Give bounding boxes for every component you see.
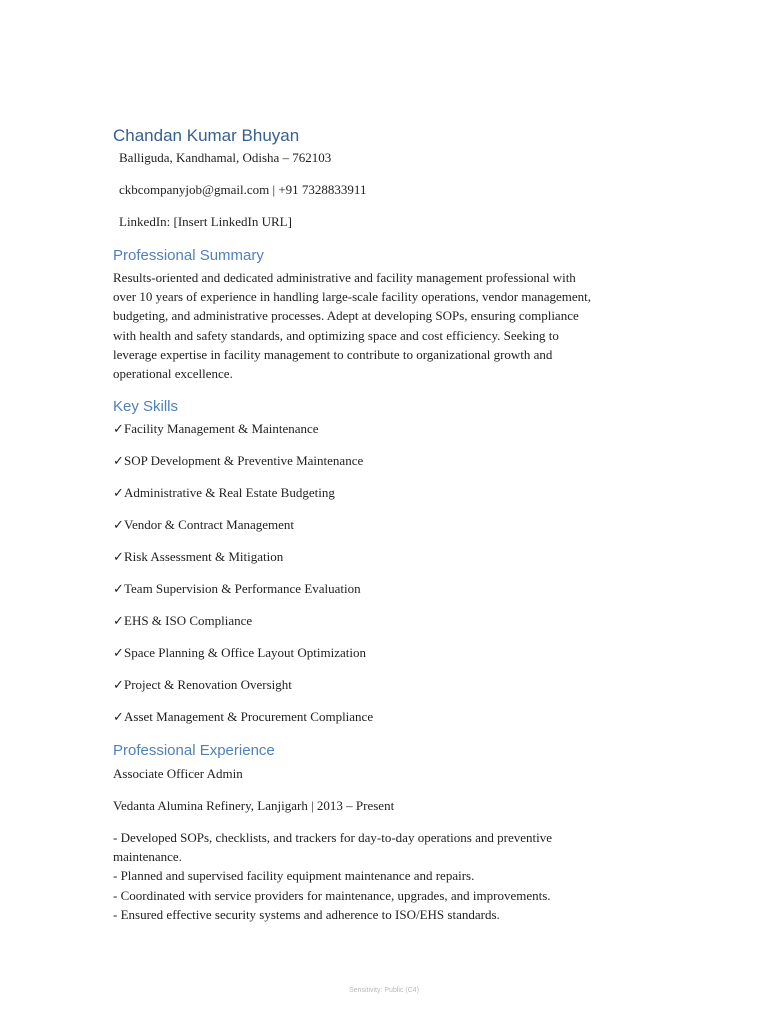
email-phone: ckbcompanyjob@gmail.com | +91 7328833911 bbox=[119, 182, 367, 197]
linkedin: LinkedIn: [Insert LinkedIn URL] bbox=[119, 214, 292, 229]
experience-bullets bbox=[113, 828, 552, 924]
skills-heading: Key Skills bbox=[113, 398, 179, 415]
skill-label: EHS & ISO Compliance bbox=[124, 613, 253, 628]
check-icon: ✓ bbox=[113, 709, 124, 724]
list-item bbox=[113, 515, 373, 547]
skill-label: Vendor & Contract Management bbox=[124, 517, 295, 532]
skill-label: SOP Development & Preventive Maintenance bbox=[124, 453, 364, 468]
check-icon: ✓ bbox=[113, 517, 124, 532]
list-item bbox=[113, 547, 373, 579]
skill-label: Project & Renovation Oversight bbox=[124, 677, 292, 692]
summary-line: budgeting, and administrative processes. Adept at developing SOPs, ensuring compliance bbox=[113, 308, 579, 324]
skill-label: Facility Management & Maintenance bbox=[124, 421, 319, 436]
summary-line: Results-oriented and dedicated administrative and facility management professional with bbox=[113, 270, 576, 285]
list-item: - Planned and supervised facility equipment maintenance and repairs. bbox=[113, 868, 475, 884]
skill-label: Asset Management & Procurement Compliance bbox=[124, 709, 374, 724]
candidate-name: Chandan Kumar Bhuyan bbox=[113, 126, 300, 145]
list-item: - Coordinated with service providers for maintenance, upgrades, and improvements. bbox=[113, 887, 551, 903]
list-item bbox=[113, 707, 373, 739]
list-item bbox=[113, 579, 373, 611]
list-item bbox=[113, 611, 373, 643]
list-item bbox=[113, 451, 373, 483]
sensitivity-footer: Sensitivity: Public (C4) bbox=[348, 987, 420, 994]
skill-label: Space Planning & Office Layout Optimization bbox=[124, 645, 367, 660]
company-line: Vedanta Alumina Refinery, Lanjigarh | 2013 – Present bbox=[113, 798, 395, 813]
summary-heading: Professional Summary bbox=[113, 247, 264, 264]
list-item: - Ensured effective security systems and adherence to ISO/EHS standards. bbox=[113, 906, 500, 922]
list-item bbox=[113, 675, 373, 707]
list-item bbox=[113, 483, 373, 515]
check-icon: ✓ bbox=[113, 645, 124, 660]
summary-line: leverage expertise in facility management to contribute to organizational growth and bbox=[113, 346, 553, 362]
check-icon: ✓ bbox=[113, 677, 124, 692]
job-title: Associate Officer Admin bbox=[113, 766, 243, 781]
summary-line: over 10 years of experience in handling large-scale facility operations, vendor management, bbox=[113, 289, 592, 305]
experience-heading: Professional Experience bbox=[113, 742, 275, 759]
skill-label: Team Supervision & Performance Evaluation bbox=[124, 581, 361, 596]
check-icon: ✓ bbox=[113, 613, 124, 628]
list-item: - Developed SOPs, checklists, and trackers for day-to-day operations and preventive bbox=[113, 830, 552, 845]
list-item bbox=[113, 643, 373, 675]
summary-line: operational excellence. bbox=[113, 366, 233, 382]
check-icon: ✓ bbox=[113, 485, 124, 500]
skill-label: Risk Assessment & Mitigation bbox=[124, 549, 284, 564]
address: Balliguda, Kandhamal, Odisha – 762103 bbox=[119, 150, 332, 165]
summary-text bbox=[113, 268, 658, 383]
summary-line: with health and safety standards, and optimizing space and cost efficiency. Seeking to bbox=[113, 327, 559, 343]
check-icon: ✓ bbox=[113, 581, 124, 596]
check-icon: ✓ bbox=[113, 549, 124, 564]
skill-label: Administrative & Real Estate Budgeting bbox=[124, 485, 335, 500]
skills-list bbox=[113, 419, 373, 739]
check-icon: ✓ bbox=[113, 421, 124, 436]
list-item bbox=[113, 419, 373, 451]
list-item: maintenance. bbox=[113, 849, 182, 865]
check-icon: ✓ bbox=[113, 453, 124, 468]
